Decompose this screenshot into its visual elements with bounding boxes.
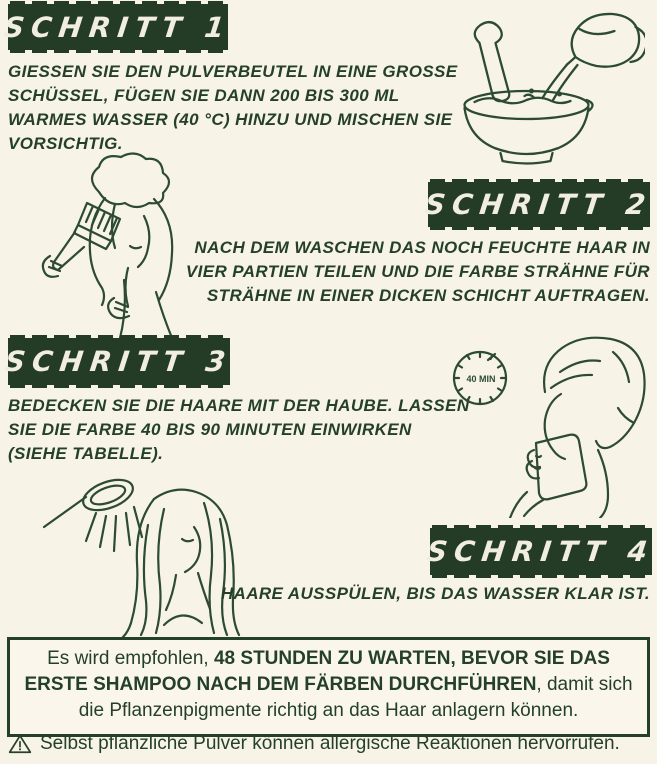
shower-rinse-illustration [36,463,256,638]
step-4-banner-label: SCHRITT 4 [425,535,657,568]
step-3-description: BEDECKEN SIE DIE HAARE MIT DER HAUBE. LASSEN SIE DIE FARBE 40 BIS 90 MINUTEN EINWIRKEN (SIEHE TABELLE). [8,396,470,464]
recommendation-bold-text: 48 STUNDEN ZU WARTEN, BEVOR SIE DAS ERSTE SHAMPOO NACH DEM FÄRBEN DURCHFÜHREN [24,648,610,696]
recommendation-box [7,637,650,737]
warning-triangle-icon [8,733,32,755]
mortar-pitcher-illustration [437,5,645,167]
towel-turban-timer-illustration [448,330,653,518]
step-1-banner [2,4,234,50]
timer-label: 40 MIN [466,374,496,384]
recommendation-prefix: Es wird empfohlen, [47,648,214,669]
step-2-banner [423,182,655,227]
step-1-description: GIESSEN SIE DEN PULVERBEUTEL IN EINE GROSSE SCHÜSSEL, FÜGEN SIE DANN 200 BIS 300 ML WARMES WASSER (40 °C) HINZU UND MISCHEN SIE VORSICHTIG. [8,62,458,154]
step-3-banner-label: SCHRITT 3 [3,345,235,378]
step-3-banner [3,338,235,385]
step-2-banner-label: SCHRITT 2 [423,188,655,221]
step-2-description: NACH DEM WASCHEN DAS NOCH FEUCHTE HAAR IN VIER PARTIEN TEILEN UND DIE FARBE STRÄHNE FÜR STRÄHNE IN EINER DICKEN SCHICHT AUFTRAGEN. [185,238,650,306]
step-1-banner-label: SCHRITT 1 [2,10,234,44]
allergy-warning [8,733,620,755]
recommendation-suffix: , damit sich die Pflanzenpigmente richtig an das Haar anlagern können. [78,674,633,722]
step-4-banner [425,528,657,575]
allergy-warning-text: Selbst pflanzliche Pulver können allergische Reaktionen hervorrufen. [40,733,620,754]
step-4-description: HAARE AUSSPÜLEN, BIS DAS WASSER KLAR IST. [220,584,650,603]
